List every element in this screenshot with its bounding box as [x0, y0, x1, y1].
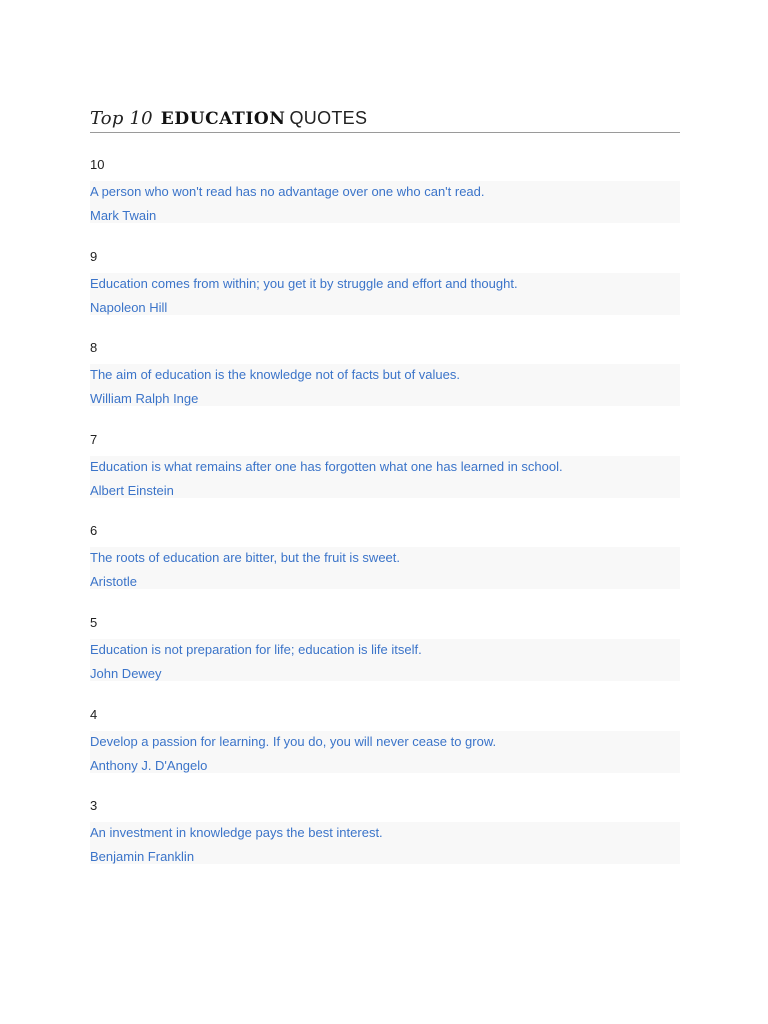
quote-entry — [90, 520, 680, 612]
quote-author-link[interactable]: Albert Einstein — [90, 482, 174, 498]
quote-card — [90, 547, 680, 589]
quote-rank: 8 — [90, 340, 98, 356]
quote-card — [90, 364, 680, 406]
quote-card — [90, 456, 680, 498]
quote-rank: 3 — [90, 798, 98, 814]
quote-card — [90, 731, 680, 773]
page-title — [90, 108, 680, 133]
quote-card — [90, 639, 680, 681]
quote-rank: 5 — [90, 614, 98, 630]
quote-author-link[interactable]: Napoleon Hill — [90, 299, 168, 315]
title-top-label: Top 10 — [90, 108, 153, 129]
quote-text-link[interactable]: Education is what remains after one has forgotten what one has learned in school. — [90, 458, 563, 474]
quote-entry — [90, 612, 680, 704]
quote-entry — [90, 337, 680, 429]
quote-author-link[interactable]: Aristotle — [90, 574, 137, 590]
quote-rank: 6 — [90, 523, 98, 539]
quote-author-link[interactable]: William Ralph Inge — [90, 391, 199, 407]
quote-text-link[interactable]: An investment in knowledge pays the best interest. — [90, 825, 383, 841]
quote-text-link[interactable]: A person who won't read has no advantage over one who can't read. — [90, 184, 485, 199]
title-suffix: QUOTES — [289, 108, 368, 128]
quote-card — [90, 181, 680, 223]
quote-text-link[interactable]: Develop a passion for learning. If you do, you will never cease to grow. — [90, 733, 497, 749]
quote-text-link[interactable]: The roots of education are bitter, but the fruit is sweet. — [90, 550, 401, 566]
quote-entry — [90, 704, 680, 796]
quote-entry — [90, 795, 680, 887]
quote-text-link[interactable]: The aim of education is the knowledge not of facts but of values. — [90, 367, 460, 383]
quote-list — [90, 154, 680, 887]
quote-text-link[interactable]: Education is not preparation for life; education is life itself. — [90, 641, 422, 657]
quote-text-link[interactable]: Education comes from within; you get it by struggle and effort and thought. — [90, 275, 518, 291]
quote-author-link[interactable]: Benjamin Franklin — [90, 849, 195, 865]
quote-author-link[interactable]: John Dewey — [90, 665, 162, 681]
quote-entry — [90, 154, 680, 246]
quote-rank: 7 — [90, 431, 98, 447]
quote-author-link[interactable]: Anthony J. D'Angelo — [90, 757, 208, 773]
quote-author-link[interactable]: Mark Twain — [90, 208, 157, 223]
quote-card — [90, 822, 680, 864]
quote-entry — [90, 246, 680, 338]
quote-rank: 9 — [90, 248, 98, 264]
quote-entry — [90, 429, 680, 521]
quote-rank: 10 — [90, 157, 105, 172]
quote-card — [90, 273, 680, 315]
quote-rank: 4 — [90, 706, 98, 722]
title-subject: EDUCATION — [160, 109, 286, 129]
